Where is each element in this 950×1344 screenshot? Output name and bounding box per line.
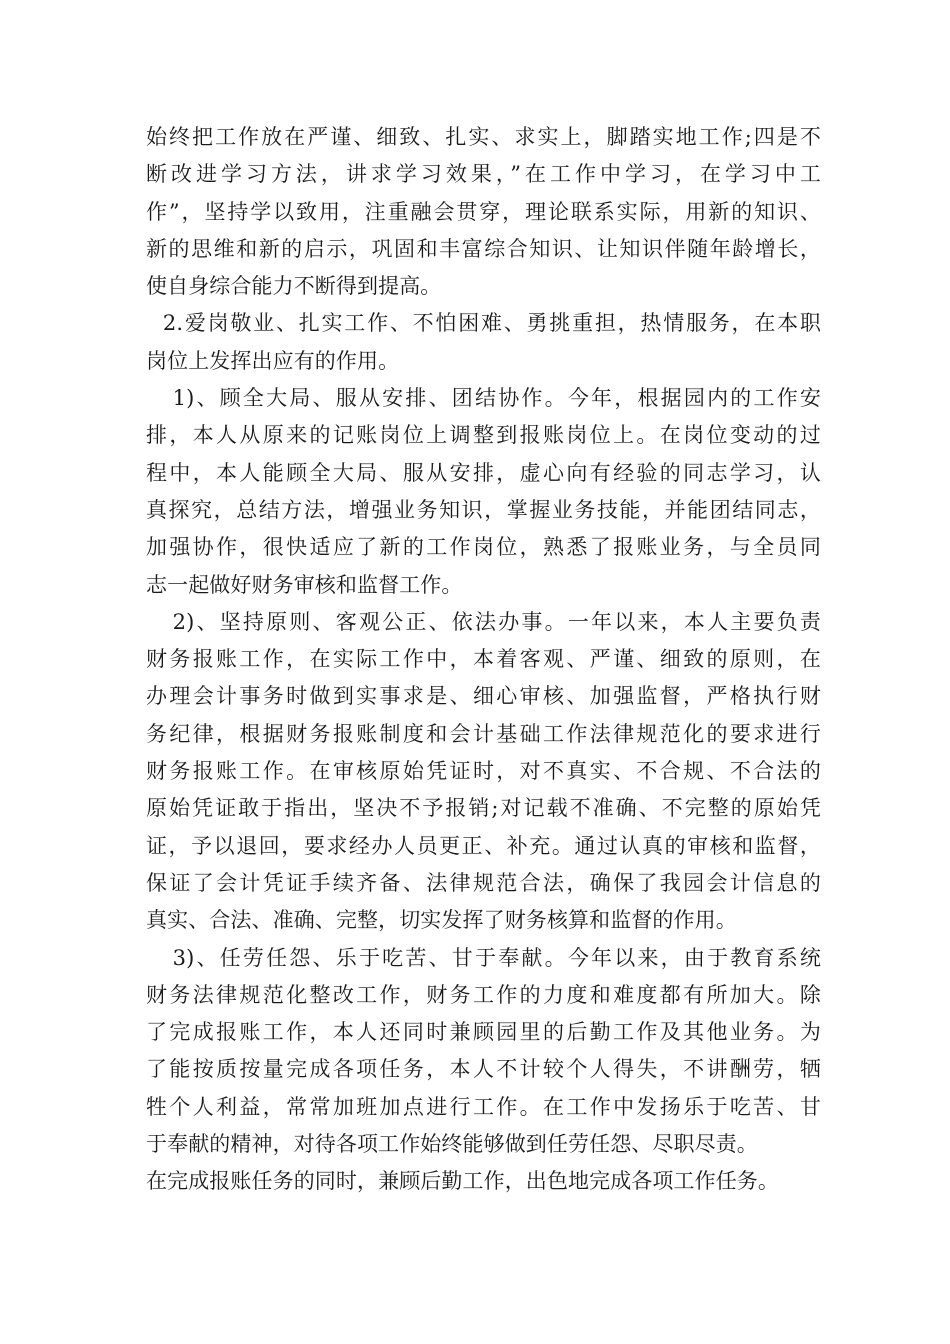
text-line: 财务法律规范化整改工作，财务工作的力度和难度都有所加大。除 [146,982,821,1007]
text-line: 了完成报账工作，本人还同时兼顾园里的后勤工作及其他业务。为 [146,1020,821,1045]
text-line: 志一起做好财务审核和监督工作。 [146,572,463,597]
text-line: 了能按质按量完成各项任务，本人不计较个人得失，不讲酬劳，牺 [146,1057,821,1082]
text-line: 断改进学习方法，讲求学习效果，”在工作中学习，在学习中工 [146,162,821,187]
text-line: 真探究，总结方法，增强业务知识，掌握业务技能，并能团结同志， [146,497,821,522]
text-line: 2)、坚持原则、客观公正、依法办事。一年以来，本人主要负责 [146,609,821,634]
text-line: 证，予以退回，要求经办人员更正、补充。通过认真的审核和监督， [146,833,821,858]
document-body [146,119,821,1201]
text-line: 2.爱岗敬业、扎实工作、不怕困难、勇挑重担，热情服务，在本职 [146,311,821,336]
text-line: 在完成报账任务的同时，兼顾后勤工作，出色地完成各项工作任务。 [146,1169,779,1194]
text-line: 于奉献的精神，对待各项工作始终能够做到任劳任怨、尽职尽责。 [146,1132,758,1157]
text-line: 财务报账工作。在审核原始凭证时，对不真实、不合规、不合法的 [146,759,821,784]
text-line: 排，本人从原来的记账岗位上调整到报账岗位上。在岗位变动的过 [146,423,821,448]
text-line: 程中，本人能顾全大局、服从安排，虚心向有经验的同志学习，认 [146,460,821,485]
text-line: 财务报账工作，在实际工作中，本着客观、严谨、细致的原则，在 [146,647,821,672]
text-line: 办理会计事务时做到实事求是、细心审核、加强监督，严格执行财 [146,684,821,709]
text-line: 新的思维和新的启示，巩固和丰富综合知识、让知识伴随年龄增长， [146,236,821,261]
text-line: 3)、任劳任怨、乐于吃苦、甘于奉献。今年以来，由于教育系统 [146,945,821,970]
text-line: 牲个人利益，常常加班加点进行工作。在工作中发扬乐于吃苦、甘 [146,1094,821,1119]
text-line: 原始凭证敢于指出，坚决不予报销;对记载不准确、不完整的原始凭 [146,796,821,821]
text-line: 岗位上发挥出应有的作用。 [146,348,400,373]
text-line: 使自身综合能力不断得到提高。 [146,274,442,299]
text-line: 作”，坚持学以致用，注重融会贯穿，理论联系实际，用新的知识、 [146,199,821,224]
text-line: 1)、顾全大局、服从安排、团结协作。今年，根据园内的工作安 [146,386,821,411]
text-line: 始终把工作放在严谨、细致、扎实、求实上，脚踏实地工作;四是不 [146,125,821,149]
text-line: 真实、合法、准确、完整，切实发挥了财务核算和监督的作用。 [146,908,737,933]
text-line: 加强协作，很快适应了新的工作岗位，熟悉了报账业务，与全员同 [146,535,821,560]
text-line: 务纪律，根据财务报账制度和会计基础工作法律规范化的要求进行 [146,721,821,746]
text-line: 保证了会计凭证手续齐备、法律规范合法，确保了我园会计信息的 [146,870,821,895]
